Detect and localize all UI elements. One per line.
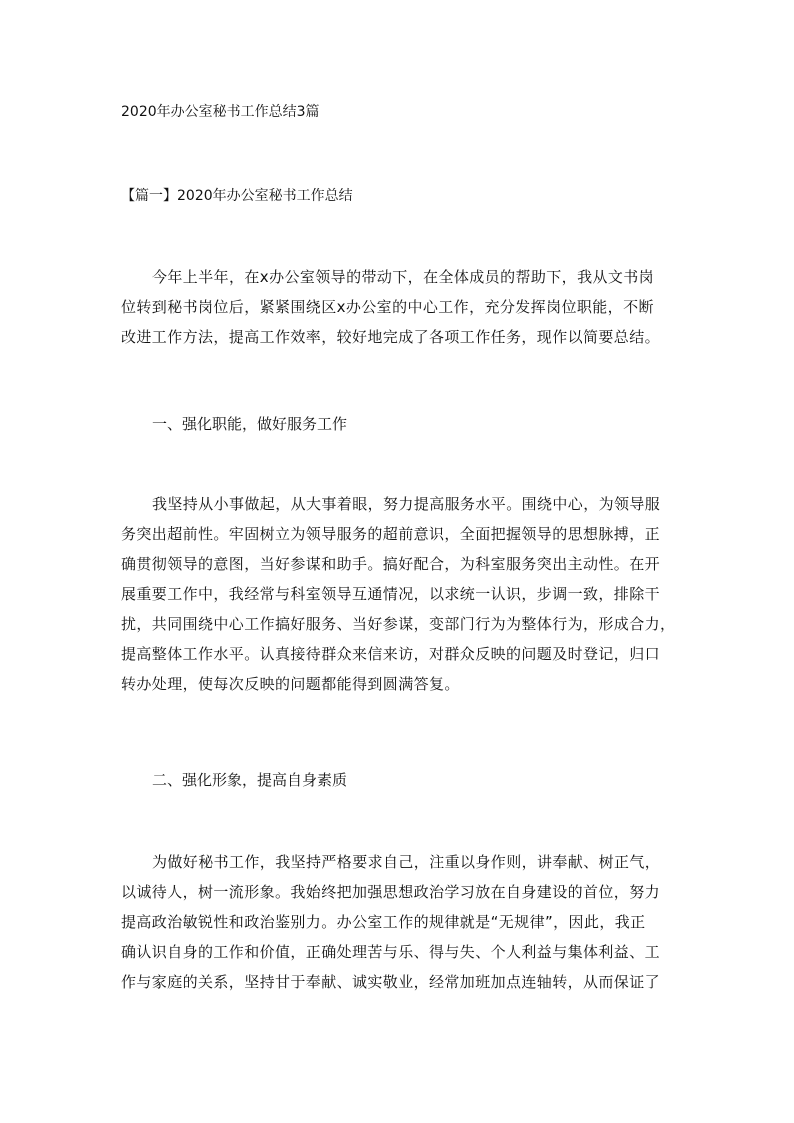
chapter-title: 【篇一】2020年办公室秘书工作总结 xyxy=(121,188,353,204)
paragraph-line: 务突出超前性。牢固树立为领导服务的超前意识，全面把握领导的思想脉搏，正 xyxy=(121,525,661,543)
section-1-paragraph xyxy=(121,489,681,699)
paragraph-line: 扰，共同围绕中心工作搞好服务、当好参谋，变部门行为为整体行为，形成合力， xyxy=(121,615,676,633)
section-heading-1: 一、强化职能，做好服务工作 xyxy=(152,415,348,433)
paragraph-line: 提高政治敏锐性和政治鉴别力。办公室工作的规律就是“无规律”，因此，我正 xyxy=(121,913,646,931)
paragraph-line: 今年上半年，在x办公室领导的带动下，在全体成员的帮助下，我从文书岗 xyxy=(152,268,655,286)
paragraph-line: 提高整体工作水平。认真接待群众来信来访，对群众反映的问题及时登记，归口 xyxy=(121,645,661,663)
paragraph-line: 作与家庭的关系，坚持甘于奉献、诚实敬业，经常加班加点连轴转，从而保证了 xyxy=(121,973,661,991)
section-heading-2: 二、强化形象，提高自身素质 xyxy=(152,771,348,789)
paragraph-line: 确认识自身的工作和价值，正确处理苦与乐、得与失、个人利益与集体利益、工 xyxy=(121,943,661,961)
paragraph-line: 确贯彻领导的意图，当好参谋和助手。搞好配合，为科室服务突出主动性。在开 xyxy=(121,555,661,573)
paragraph-line: 位转到秘书岗位后，紧紧围绕区x办公室的中心工作，充分发挥岗位职能，不断 xyxy=(121,298,654,316)
paragraph-line: 展重要工作中，我经常与科室领导互通情况，以求统一认识，步调一致，排除干 xyxy=(121,585,661,603)
document-title: 2020年办公室秘书工作总结3篇 xyxy=(121,104,320,120)
paragraph-line: 为做好秘书工作，我坚持严格要求自己，注重以身作则，讲奉献、树正气， xyxy=(152,853,661,871)
paragraph-line: 转办处理，使每次反映的问题都能得到圆满答复。 xyxy=(121,675,460,693)
paragraph-line: 我坚持从小事做起，从大事着眼，努力提高服务水平。围绕中心，为领导服 xyxy=(152,495,661,513)
intro-paragraph xyxy=(121,262,681,352)
paragraph-line: 改进工作方法，提高工作效率，较好地完成了各项工作任务，现作以简要总结。 xyxy=(121,328,661,346)
section-2-paragraph xyxy=(121,847,681,997)
paragraph-line: 以诚待人，树一流形象。我始终把加强思想政治学习放在自身建设的首位，努力 xyxy=(121,883,661,901)
